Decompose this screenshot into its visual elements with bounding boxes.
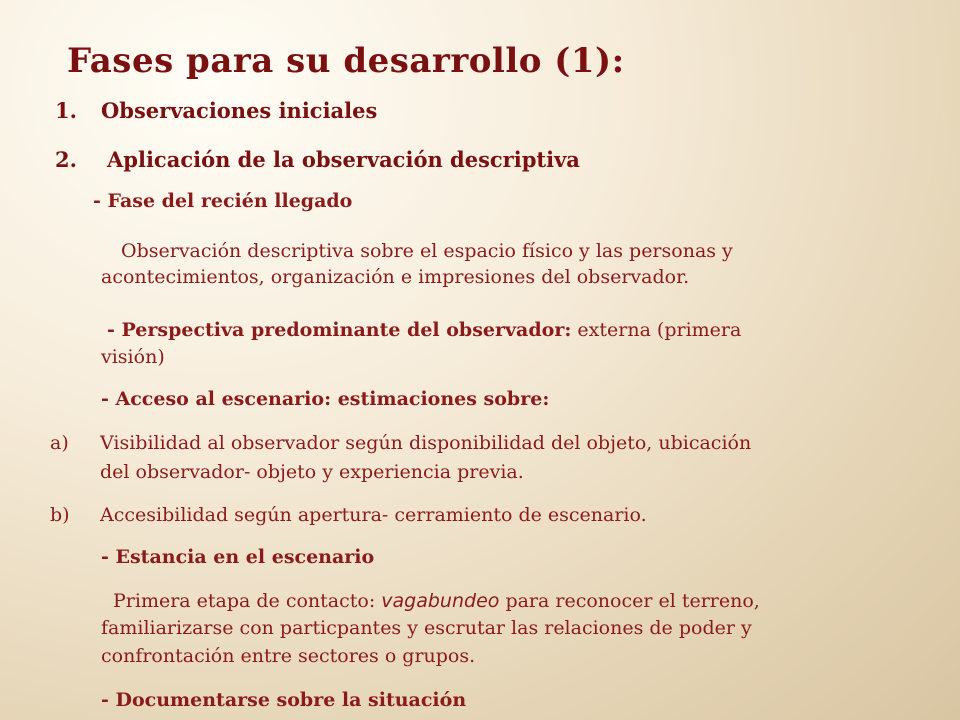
list-item-number: 2. xyxy=(55,147,77,172)
estancia-emphasis: vagabundeo xyxy=(381,590,500,612)
acceso-item-a-line2: del observador- objeto y experiencia previa. xyxy=(100,461,524,483)
fase-recien-llegado-body-line2: acontecimientos, organización e impresiones del observador. xyxy=(101,266,690,288)
acceso-item-a-text: Visibilidad al observador según disponibilidad del objeto, ubicación xyxy=(100,432,752,454)
documentarse-heading: - Documentarse sobre la situación xyxy=(101,689,467,711)
estancia-line1 xyxy=(113,587,760,616)
perspectiva-line1 xyxy=(107,316,741,345)
slide-title: Fases para su desarrollo (1): xyxy=(67,41,625,81)
perspectiva-label: - Perspectiva predominante del observador: xyxy=(107,319,572,341)
list-item-number: 1. xyxy=(55,98,77,123)
estancia-heading: - Estancia en el escenario xyxy=(101,546,375,568)
estancia-line3: confrontación entre sectores o grupos. xyxy=(101,645,476,667)
estancia-line1-start: Primera etapa de contacto: xyxy=(113,590,382,612)
acceso-item-b xyxy=(50,501,647,530)
perspectiva-value: externa (primera xyxy=(577,319,742,341)
list-item-2 xyxy=(55,147,580,172)
estancia-line2: familiarizarse con particpantes y escrutar las relaciones de poder y xyxy=(101,617,752,639)
list-item-label: Aplicación de la observación descriptiva xyxy=(107,147,580,172)
acceso-item-a-line1 xyxy=(50,429,751,458)
perspectiva-line2: visión) xyxy=(101,346,165,368)
acceso-heading: - Acceso al escenario: estimaciones sobre: xyxy=(101,388,550,410)
fase-recien-llegado-heading: - Fase del recién llegado xyxy=(93,190,353,212)
acceso-item-a-mark: a) xyxy=(50,432,69,454)
list-item-label: Observaciones iniciales xyxy=(101,98,378,123)
acceso-item-b-mark: b) xyxy=(50,504,70,526)
acceso-item-b-text: Accesibilidad según apertura- cerramiento de escenario. xyxy=(100,504,647,526)
estancia-line1-end: para reconocer el terreno, xyxy=(499,590,760,612)
fase-recien-llegado-body-line1: Observación descriptiva sobre el espacio físico y las personas y xyxy=(121,240,733,262)
list-item-1 xyxy=(55,98,377,123)
